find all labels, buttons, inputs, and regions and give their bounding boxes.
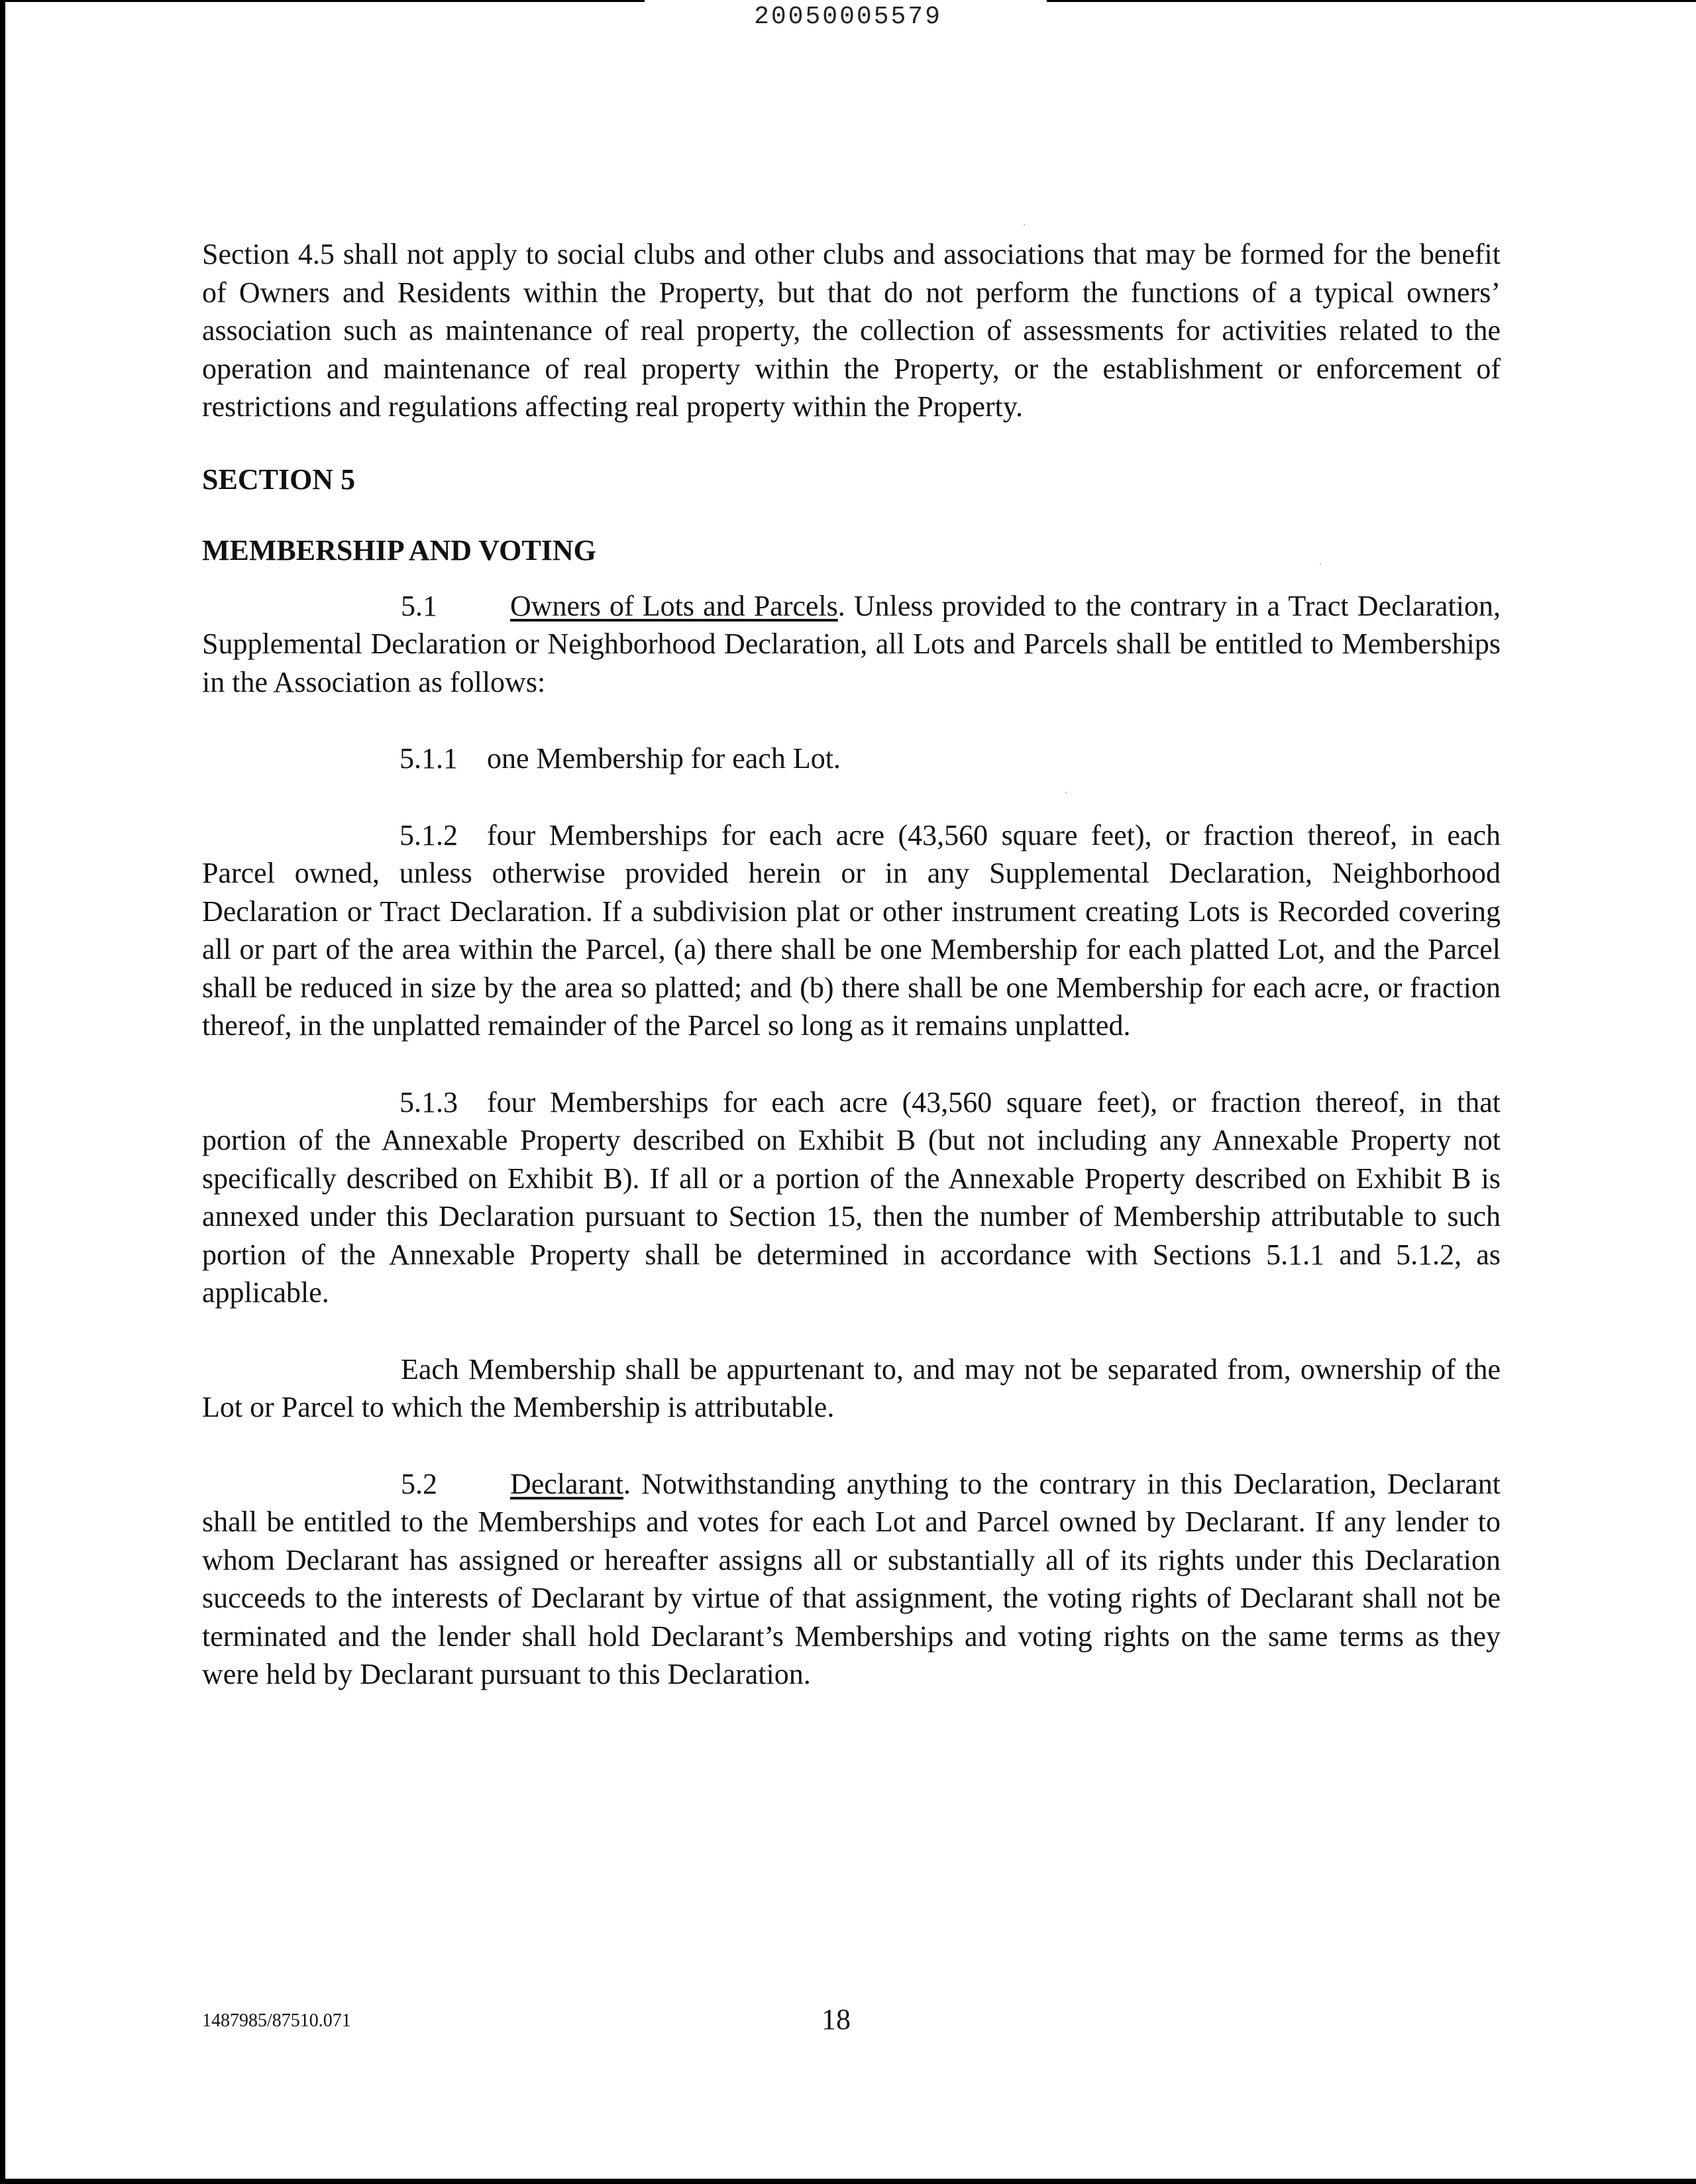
section-5-2-title: Declarant [510, 1467, 623, 1500]
section-5-1-title: Owners of Lots and Parcels [510, 589, 838, 622]
section-5-1-2-number: 5.1.2 [399, 818, 458, 851]
section-5-1-3-text: four Memberships for each acre (43,560 square feet), or fraction thereof, in that portion of the Annexable Property described on Exhibit B (but not including any Annexable Property not specifically described on Exhibit B). If all or a portion of the Annexable Property described on Exhibit B is annexed under this Declaration pursuant to Section 15, then the number of Membership attributable to such portion of the Annexable Property shall be determined in accordance with Sections 5.1.1 and 5.1.2, as applicable. [202, 1085, 1501, 1309]
section-title: MEMBERSHIP AND VOTING [202, 534, 596, 567]
section-5-1-3 [202, 1083, 1501, 1312]
scan-left-edge [0, 0, 5, 2184]
scan-speck [1024, 224, 1025, 225]
section-5-1-number: 5.1 [401, 589, 437, 622]
section-5-2 [202, 1465, 1501, 1694]
section-5-1-1-text: one Membership for each Lot. [487, 742, 841, 775]
section-5-2-number: 5.2 [401, 1467, 437, 1500]
scan-bottom-edge [0, 2179, 1696, 2184]
section-heading: SECTION 5 [202, 463, 356, 496]
top-rule-right [1047, 0, 1696, 2]
section-5-1-2 [202, 816, 1501, 1045]
footer-document-id: 1487985/87510.071 [202, 2010, 351, 2031]
section-5-1 [202, 587, 1501, 702]
section-5-1-3-number: 5.1.3 [399, 1085, 458, 1119]
section-5-1-2-text: four Memberships for each acre (43,560 square feet), or fraction thereof, in each Parcel owned, unless otherwise provided herein or in any Supplemental Declaration, Neighborhood Declaration or Tract Declaration. If a subdivision plat or other instrument creating Lots is Recorded covering all or part of the area within the Parcel, (a) there shall be one Membership for each platted Lot, and the Parcel shall be reduced in size by the area so platted; and (b) there shall be one Membership for each acre, or fraction thereof, in the unplatted remainder of the Parcel so long as it remains unplatted. [202, 818, 1501, 1042]
section-5-1-1 [202, 739, 1501, 778]
document-page [202, 235, 1501, 1694]
intro-paragraph: Section 4.5 shall not apply to social clubs and other clubs and associations that may be formed for the benefit of Owners and Residents within the Property, but that do not perform the functions of a typical owners’ association such as maintenance of real property, the collection of assessments for activities related to the operation and maintenance of real property within the Property, or the establishment or enforcement of restrictions and regulations affecting real property within the Property. [202, 238, 1501, 423]
top-rule-left [5, 0, 645, 2]
appurtenant-paragraph: Each Membership shall be appurtenant to, and may not be separated from, ownership of the Lot or Parcel to which the Membership is attributable. [202, 1352, 1501, 1423]
section-5-2-text: . Notwithstanding anything to the contrary in this Declaration, Declarant shall be entitled to the Memberships and votes for each Lot and Parcel owned by Declarant. If any lender to whom Declarant has assigned or hereafter assigns all or substantially all of its rights under this Declaration succeeds to the interests of Declarant by virtue of that assignment, the voting rights of Declarant shall not be terminated and the lender shall hold Declarant’s Memberships and voting rights on the same terms as they were held by Declarant pursuant to this Declaration. [202, 1467, 1501, 1690]
footer-page-number: 18 [822, 2003, 851, 2036]
section-5-1-1-number: 5.1.1 [399, 742, 458, 775]
section-5-1-text: . Unless provided to the contrary in a Tract Declaration, Supplemental Declaration or Neighborhood Declaration, all Lots and Parcels shall be entitled to Memberships in the Association as follows: [202, 589, 1501, 698]
recording-number: 20050005579 [754, 3, 942, 31]
